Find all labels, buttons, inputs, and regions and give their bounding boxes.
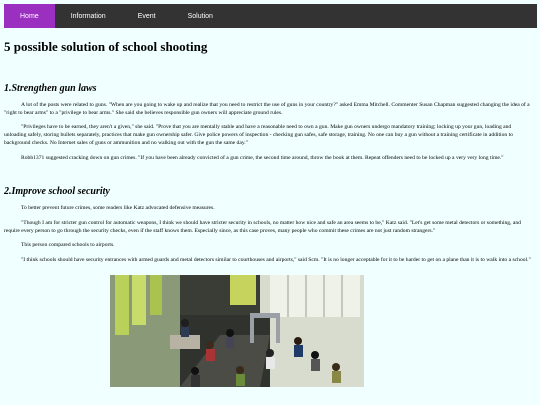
section-heading: 2.Improve school security: [4, 186, 110, 198]
paragraph: A lot of the posts were related to guns. "When are you going to wake up and realize that you need to restrict the use of guns in your country?" asked Emma Mitchell. Commenter Susan Chapman suggested changing the idea of a "right to bear arms" to a "privilege to bear arms." She said she believes responsible gun owners will appreciate ground rules.: [4, 102, 530, 116]
section-school-security: [4, 186, 534, 265]
photo-illustration: [110, 275, 364, 387]
nav-solution[interactable]: Solution: [187, 12, 213, 20]
paragraph: To better prevent future crimes, some readers like Katz advocated defensive measures.: [21, 205, 215, 212]
page-title: 5 possible solution of school shooting: [4, 39, 208, 54]
nav-home[interactable]: Home: [4, 4, 55, 28]
paragraph: "Though I am for stricter gun control for automatic weapons, I think we should have stricter security in schools, no matter how nice and safe an area seems to be," Katz said. "Let's get some metal detectors or something, and require every person to go through the security checks, even if the staff knows them. Especially since, as this case proves, many people who commit these crimes are not just random strangers.": [4, 220, 521, 234]
paragraph: This person compared schools to airports.: [21, 242, 115, 249]
section-heading: 1.Strengthen gun laws: [4, 83, 97, 94]
paragraph: Robb1371 suggested cracking down on gun crimes. "If you have been already convicted of a gun crime, the second time around, throw the book at them. Repeat offenders need to be locked up a very very long time.": [21, 154, 504, 161]
nav-information[interactable]: Information: [70, 12, 106, 20]
paragraph: "I think schools should have security entrances with armed guards and metal detectors similar to courthouses and airports," said Scm. "It is no longer acceptable for it to be harder to get on a plane than it is to walk into a school.": [21, 257, 531, 264]
nav-event[interactable]: Event: [137, 12, 156, 20]
school-security-photo: [110, 275, 364, 387]
section-gun-laws: [4, 83, 534, 162]
main-content: [4, 28, 534, 387]
top-nav: [4, 4, 537, 28]
paragraph: "Privileges have to be earned, they aren't a given," she said. "Prove that you are mentally stable and have a reasonable need to own a gun. Make gun owners undergo mandatory training; locking up your gun, loading and unloading safely, storing bullets separately, practices that make gun ownership safer. Give police powers of inspection - checking gun safes, safe storage, training. No one can buy a gun without a training certificate in addition to background checks. No Internet sales of guns or ammunition and no walking out with the gun the same day.": [4, 124, 513, 146]
